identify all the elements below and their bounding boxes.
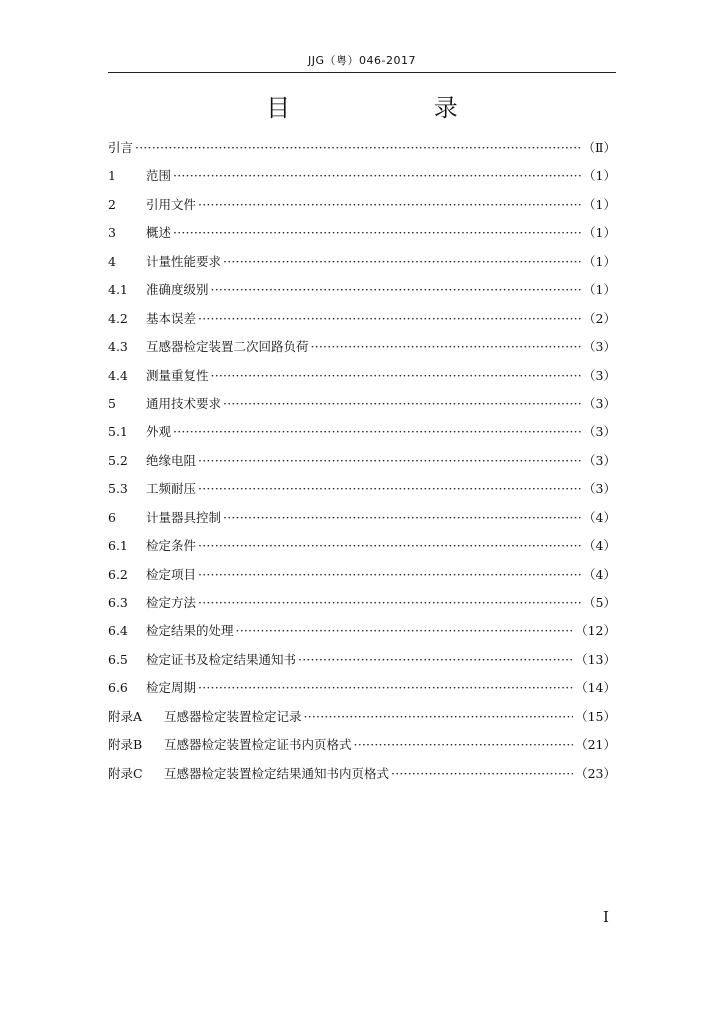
toc-leader <box>198 311 581 326</box>
toc-leader <box>391 766 573 781</box>
toc-leader <box>198 680 573 695</box>
toc-number: 6.6 <box>108 680 128 696</box>
toc-title: 概述 <box>146 225 172 241</box>
toc-entry[interactable] <box>108 479 616 507</box>
toc-page: （3） <box>583 481 616 497</box>
toc-title: 检定结果的处理 <box>146 623 234 639</box>
toc-leader <box>173 168 581 183</box>
toc-leader <box>298 652 573 667</box>
toc-entry[interactable] <box>108 536 616 564</box>
toc-leader <box>223 510 581 525</box>
toc-leader <box>135 140 580 155</box>
page-number: I <box>603 908 609 926</box>
toc-number: 6.2 <box>108 566 128 582</box>
toc-entry[interactable] <box>108 280 616 308</box>
toc-entry[interactable] <box>108 252 616 280</box>
toc-title: 通用技术要求 <box>146 395 222 411</box>
toc-page: （3） <box>583 395 616 411</box>
toc-page: （3） <box>583 452 616 468</box>
toc-page: （14） <box>575 680 616 696</box>
toc-page: （12） <box>575 623 616 639</box>
toc-entry[interactable] <box>108 735 616 763</box>
toc-leader <box>236 623 574 638</box>
toc-title: 引用文件 <box>146 196 197 212</box>
toc-number: 附录C <box>108 765 143 781</box>
toc-title: 工频耐压 <box>146 481 197 497</box>
toc-page: （4） <box>583 566 616 582</box>
toc-title: 互感器检定装置二次回路负荷 <box>146 339 309 355</box>
toc-number: 6.4 <box>108 623 128 639</box>
toc-entry[interactable] <box>108 678 616 706</box>
toc-title: 检定证书及检定结果通知书 <box>146 651 297 667</box>
toc-leader <box>173 424 581 439</box>
toc-entry[interactable] <box>108 593 616 621</box>
toc-entry[interactable] <box>108 764 616 792</box>
toc-leader <box>173 225 581 240</box>
toc-leader <box>354 737 574 752</box>
toc-number: 5 <box>108 395 116 411</box>
header-rule <box>108 72 616 73</box>
toc-page: （1） <box>583 225 616 241</box>
toc-number: 附录B <box>108 737 143 753</box>
toc-leader <box>198 453 581 468</box>
toc-number: 5.2 <box>108 452 128 468</box>
toc-title: 互感器检定装置检定结果通知书内页格式 <box>164 765 390 781</box>
toc-entry[interactable] <box>108 394 616 422</box>
toc-leader <box>211 368 582 383</box>
toc-title: 测量重复性 <box>146 367 209 383</box>
toc-number: 6.5 <box>108 651 128 667</box>
toc-page: （15） <box>575 708 616 724</box>
toc-title: 互感器检定装置检定记录 <box>164 708 302 724</box>
toc-leader <box>198 481 581 496</box>
toc-entry[interactable] <box>108 621 616 649</box>
toc-page: （5） <box>583 595 616 610</box>
toc-number: 6.3 <box>108 595 128 610</box>
toc-title: 计量性能要求 <box>146 253 222 269</box>
toc-leader <box>198 595 581 610</box>
toc-entry[interactable] <box>108 166 616 194</box>
toc-title: 检定条件 <box>146 538 197 554</box>
toc-entry[interactable] <box>108 565 616 593</box>
toc-page: （1） <box>583 253 616 269</box>
toc-page: （3） <box>583 367 616 383</box>
document-code-header: JJG（粤）046-2017 <box>308 54 416 67</box>
toc-title: 互感器检定装置检定证书内页格式 <box>164 737 352 753</box>
toc-number: 附录A <box>108 708 143 724</box>
toc-number: 4 <box>108 253 116 269</box>
toc-title: 引言 <box>108 140 134 155</box>
toc-number: 6 <box>108 509 116 525</box>
toc-number: 4.1 <box>108 282 128 298</box>
toc-number: 4.2 <box>108 310 128 326</box>
toc-entry[interactable] <box>108 223 616 251</box>
toc-page: （13） <box>575 651 616 667</box>
toc-entry[interactable] <box>108 650 616 678</box>
toc-entry[interactable] <box>108 422 616 450</box>
toc-page: （23） <box>575 765 616 781</box>
toc-title: 基本误差 <box>146 310 197 326</box>
toc-entry[interactable] <box>108 138 616 166</box>
toc-entry[interactable] <box>108 309 616 337</box>
toc-number: 5.3 <box>108 481 128 497</box>
toc-leader <box>211 282 582 297</box>
toc-number: 4.4 <box>108 367 128 383</box>
toc-leader <box>198 567 581 582</box>
toc-title: 绝缘电阻 <box>146 452 197 468</box>
toc-number: 5.1 <box>108 424 128 440</box>
toc-entry[interactable] <box>108 508 616 536</box>
toc-title: 检定方法 <box>146 595 197 610</box>
toc-entry[interactable] <box>108 195 616 223</box>
toc-leader <box>311 339 582 354</box>
toc-number: 6.1 <box>108 538 128 554</box>
toc-number: 1 <box>108 168 116 184</box>
toc-title: 范围 <box>146 168 172 184</box>
toc-page: （1） <box>583 282 616 298</box>
toc-entry[interactable] <box>108 707 616 735</box>
toc-number: 2 <box>108 196 116 212</box>
toc-title: 外观 <box>146 424 172 440</box>
toc-leader <box>304 709 574 724</box>
toc-entry[interactable] <box>108 451 616 479</box>
toc-entry[interactable] <box>108 337 616 365</box>
table-of-contents <box>108 138 616 792</box>
toc-leader <box>223 254 581 269</box>
toc-page: （Ⅱ） <box>582 140 616 155</box>
toc-leader <box>198 538 581 553</box>
page-title: 目 录 <box>266 94 526 122</box>
toc-page: （2） <box>583 310 616 326</box>
toc-entry[interactable] <box>108 366 616 394</box>
toc-title: 准确度级别 <box>146 282 209 298</box>
toc-page: （4） <box>583 509 616 525</box>
toc-number: 3 <box>108 225 116 241</box>
toc-page: （21） <box>575 737 616 753</box>
toc-title: 检定周期 <box>146 680 197 696</box>
toc-leader <box>198 197 581 212</box>
toc-page: （1） <box>583 196 616 212</box>
toc-page: （4） <box>583 538 616 554</box>
toc-page: （3） <box>583 339 616 355</box>
toc-page: （3） <box>583 424 616 440</box>
toc-leader <box>223 396 581 411</box>
toc-title: 检定项目 <box>146 566 197 582</box>
toc-title: 计量器具控制 <box>146 509 222 525</box>
toc-page: （1） <box>583 168 616 184</box>
toc-number: 4.3 <box>108 339 128 355</box>
